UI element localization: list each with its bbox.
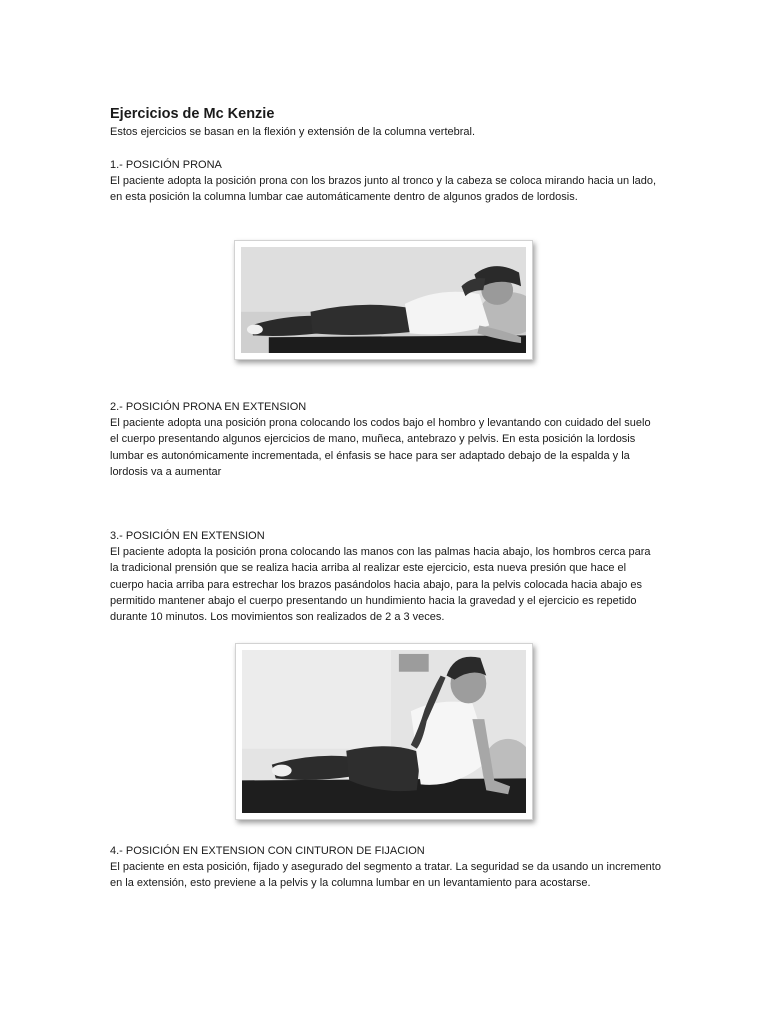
section-2-heading: 2.- POSICIÓN PRONA EN EXTENSION [110, 401, 307, 413]
document-title: Ejercicios de Mc Kenzie [110, 106, 275, 122]
section-4-heading: 4.- POSICIÓN EN EXTENSION CON CINTURON DE FIJACION [110, 845, 425, 857]
intro-text: Estos ejercicios se basan en la flexión y extensión de la columna vertebral. [110, 126, 476, 138]
section-3-body: El paciente adopta la posición prona colocando las manos con las palmas hacia abajo, los hombros cerca para la tradicional prensión que se realiza hacia arriba al realizar este ejercicio, esta nueva presión que hace el cuerpo hacia arriba para estrechar los brazos pasándolos hacia abajo, para la pelvis colocada hacia abajo es permitido mantener abajo el cuerpo presentando un hundimiento hacia la gravedad y el ejercicio es repetido durante 10 minutos. Los movimientos son realizados de 2 a 3 veces. [110, 546, 651, 624]
section-1-body: El paciente adopta la posición prona con los brazos junto al tronco y la cabeza se coloca mirando hacia un lado, en esta posición la columna lumbar cae automáticamente dentro de algunos grados de lordosis. [110, 175, 657, 204]
photo-extension-position [235, 643, 533, 820]
section-1-heading: 1.- POSICIÓN PRONA [110, 159, 222, 171]
section-3-heading: 3.- POSICIÓN EN EXTENSION [110, 530, 265, 542]
section-4-body: El paciente en esta posición, fijado y asegurado del segmento a tratar. La seguridad se da usando un incremento en la extensión, esto previene a la pelvis y la columna lumbar en un levantamiento para acostarse. [110, 861, 661, 890]
prone-position-illustration [241, 247, 526, 353]
photo-prone-position [234, 240, 533, 360]
extension-position-illustration [242, 650, 526, 813]
section-2-body: El paciente adopta una posición prona colocando los codos bajo el hombro y levantando con cuidado del suelo el cuerpo presentando algunos ejercicios de mano, muñeca, antebrazo y pelvis. En esta posición la lordosis lumbar es autonómicamente incrementada, el énfasis se hace para ser adaptado debajo de la espalda y la lordosis va a aumentar [110, 417, 651, 478]
